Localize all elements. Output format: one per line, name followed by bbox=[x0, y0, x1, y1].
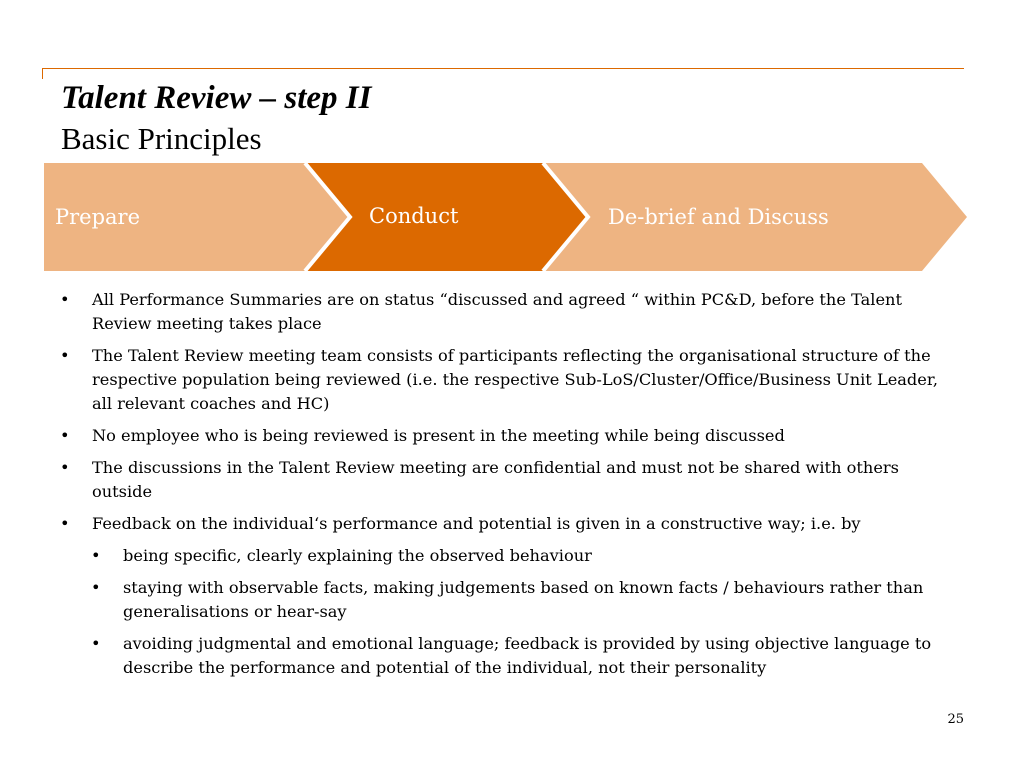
process-flow bbox=[44, 163, 968, 271]
bullet-marker: • bbox=[60, 346, 70, 365]
sub-list-item-text: staying with observable facts, making judgements based on known facts / behaviours rather than generalisations or hear-say bbox=[123, 578, 924, 621]
list-item bbox=[58, 512, 958, 536]
bullet-marker: • bbox=[91, 578, 101, 597]
sub-list-item-text: avoiding judgmental and emotional language; feedback is provided by using objective language to describe the performance and potential of the individual, not their personality bbox=[123, 634, 932, 677]
bullet-list bbox=[58, 288, 958, 688]
step-debrief-label: De-brief and Discuss bbox=[608, 205, 829, 229]
list-item bbox=[58, 424, 958, 448]
bullet-marker: • bbox=[91, 546, 101, 565]
header-rule bbox=[42, 68, 964, 69]
list-item bbox=[58, 288, 958, 336]
bullet-marker: • bbox=[91, 634, 101, 653]
bullet-marker: • bbox=[60, 514, 70, 533]
page-number: 25 bbox=[947, 712, 964, 727]
sub-list-item-text: being specific, clearly explaining the observed behaviour bbox=[123, 546, 592, 565]
sub-list-item bbox=[58, 544, 958, 568]
sub-list-item bbox=[58, 632, 958, 680]
list-item-text: All Performance Summaries are on status “discussed and agreed “ within PC&D, before the Talent Review meeting takes place bbox=[92, 290, 902, 333]
list-item-text: The discussions in the Talent Review meeting are confidential and must not be shared with others outside bbox=[92, 458, 899, 501]
list-item-text: The Talent Review meeting team consists of participants reflecting the organisational structure of the respective population being reviewed (i.e. the respective Sub-LoS/Cluster/Office/Business Unit Leader, all relevant coaches and HC) bbox=[92, 346, 938, 413]
slide-title: Talent Review – step II bbox=[61, 80, 372, 116]
step-conduct-label: Conduct bbox=[369, 204, 459, 228]
list-item bbox=[58, 456, 958, 504]
process-chevrons bbox=[44, 163, 968, 271]
bullet-marker: • bbox=[60, 290, 70, 309]
slide-subtitle: Basic Principles bbox=[61, 121, 262, 156]
list-item-text: Feedback on the individual‘s performance and potential is given in a constructive way; i.e. by bbox=[92, 514, 861, 533]
sub-list-item bbox=[58, 576, 958, 624]
list-item-text: No employee who is being reviewed is present in the meeting while being discussed bbox=[92, 426, 785, 445]
bullet-marker: • bbox=[60, 426, 70, 445]
header-rule-tick bbox=[42, 68, 43, 79]
list-item bbox=[58, 344, 958, 416]
step-prepare-label: Prepare bbox=[55, 205, 141, 229]
bullet-marker: • bbox=[60, 458, 70, 477]
